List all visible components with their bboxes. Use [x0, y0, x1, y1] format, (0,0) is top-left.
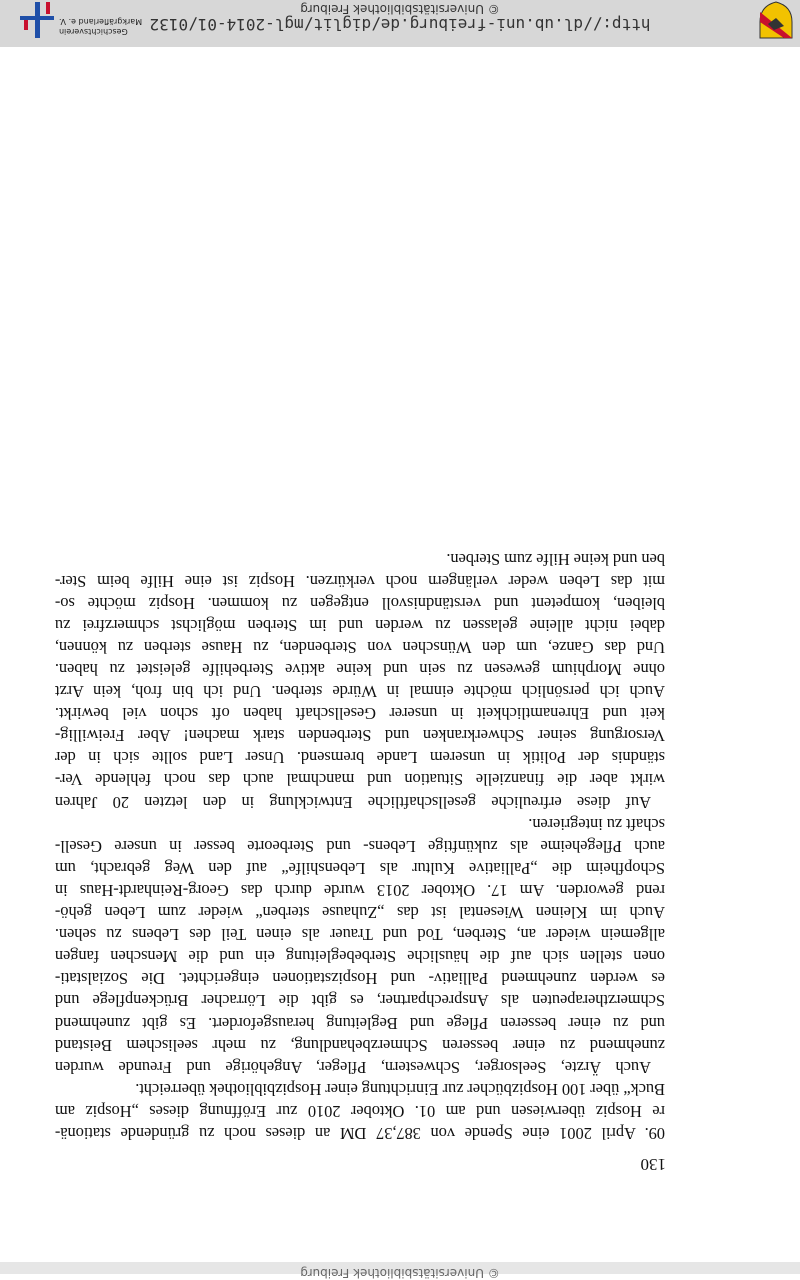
- text-line: Buck“ über 100 Hospizbücher zur Einrichtung einer Hospizbibliothek überreicht.: [135, 1079, 665, 1099]
- ub-freiburg-logo-icon: [14, 0, 58, 40]
- paragraph: [55, 547, 665, 812]
- text-line: Und das Ganze, um den Wünschen von Sterbenden, zu Hause sterben zu können,: [55, 637, 665, 657]
- text-line: und zu einer besseren Pflege und Begleitung herausgefordert. Es gibt zunehmend: [55, 1013, 665, 1033]
- text-line: rend geworden. Am 17. Oktober 2013 wurde durch das Georg-Reinhardt-Haus in: [55, 880, 665, 900]
- text-line: 09. April 2001 eine Spende von 387,37 DM an dieses noch zu gründende stationä-: [55, 1124, 665, 1143]
- page-number: 130: [640, 1155, 666, 1174]
- source-url-link[interactable]: http://dl.ub.uni-freiburg.de/diglit/mgl-2014-01/0132: [149, 15, 651, 34]
- text-line: Schmerztherapeuten als Ansprechpartner, es gibt die Lörracher Brückenpflege und: [55, 991, 665, 1011]
- text-line: Auf diese erfreuliche gesellschaftliche Entwicklung in den letzten 20 Jahren: [55, 792, 651, 812]
- copyright-notice: © Universitätsbibliothek Freiburg: [300, 2, 500, 16]
- paragraph: [55, 1078, 665, 1144]
- previous-page-edge: [0, 1262, 800, 1280]
- text-line: onen stellen sich auf die häusliche Sterbebegleitung ein und die Menschen fangen: [55, 947, 665, 967]
- text-line: schaft zu integrieren.: [528, 814, 665, 834]
- text-line: allgemein wieder an, Sterben, Tod und Trauer als einen Teil des Lebens zu sehen.: [55, 925, 665, 945]
- text-line: Versorgung seiner Schwerkranken und Sterbenden stark machen! Aber Freiwillig-: [55, 726, 665, 746]
- society-line-1: Geschichtsverein: [59, 27, 128, 36]
- text-line: es werden zunehmend Palliativ- und Hospizstationen eingerichtet. Die Sozialstati-: [55, 969, 665, 989]
- text-line: wirkt aber die finanzielle Situation und manchmal auch das noch fehlende Ver-: [55, 770, 665, 790]
- text-line: Auch im Kleinen Wiesental ist das „Zuhause sterben“ wieder zum Leben gehö-: [55, 903, 665, 923]
- text-line: dabei nicht alleine gelassen zu werden und im Sterben möglichst schmerzfrei zu: [55, 615, 665, 635]
- previous-page-copyright: © Universitätsbibliothek Freiburg: [300, 1266, 500, 1280]
- text-line: auch Pflegeheime als zukünftige Lebens- und Sterbeorte besser in unsere Gesell-: [55, 836, 665, 856]
- text-line: zunehmend zu einer besseren Schmerzbehandlung, zu mehr seelischem Beistand: [55, 1035, 665, 1055]
- society-line-2: Markgräflerland e. V.: [59, 17, 143, 26]
- text-line: ständnis der Politik in unserem Lande bremsend. Unser Land sollte sich in der: [55, 748, 665, 768]
- text-line: mit das Leben weder verlängern noch verkürzen. Hospiz ist eine Hilfe beim Ster-: [55, 571, 665, 591]
- text-line: Auch ich persönlich möchte einmal in Würde sterben. Und ich bin froh, kein Arzt: [55, 682, 665, 702]
- text-line: bleiben, kompetent und verständnisvoll entgegen zu kommen. Hospiz möchte so-: [55, 593, 665, 613]
- text-line: Schopfheim die „Palliative Kultur als Lebenshilfe“ auf den Weg gebracht, um: [55, 858, 665, 878]
- paragraph: [55, 813, 665, 1078]
- text-line: ben und keine Hilfe zum Sterben.: [446, 549, 665, 569]
- text-line: re Hospiz überwiesen und am 01. Oktober 2010 zur Eröffnung dieses „Hospiz am: [55, 1101, 665, 1121]
- text-line: Auch Ärzte, Seelsorger, Schwestern, Pfleger, Angehörige und Freunde wurden: [55, 1057, 651, 1077]
- body-text: [55, 547, 665, 1144]
- text-line: keit und Ehrenamtlichkeit in unserer Gesellschaft haben oft schon viel bewirkt.: [55, 704, 665, 724]
- text-line: ohne Morphium gewesen zu sein und keine aktive Sterbehilfe geleistet zu haben.: [55, 660, 665, 680]
